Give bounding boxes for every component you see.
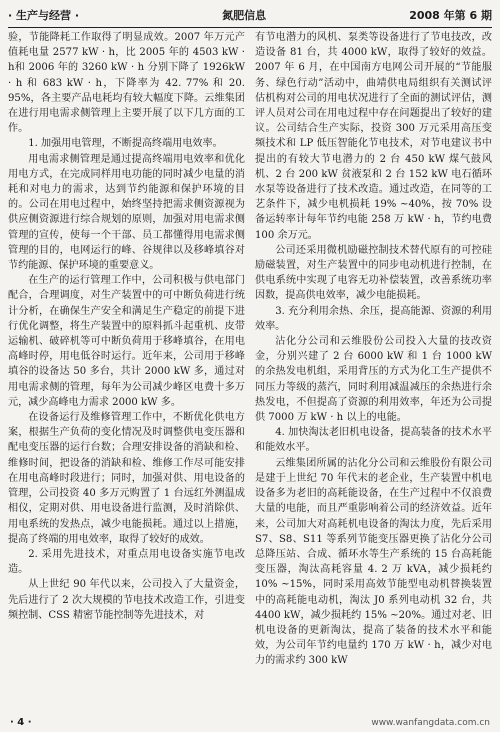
left-column — [8, 30, 245, 714]
paragraph: 验，节能降耗工作取得了明显成效。2007 年万元产值耗电量 2577 kW · h，比 2005 年的 4503 kW · h和 2006 年的 3260 kW · h 分别下降了 1926kW · h 和 683 kW · h，下降率为 42. 77% 和 20. 95%，各主要产品电耗均有较大幅度下降。云维集团在进行用电需求侧管理上主要开展了以下几方面的工作。 — [8, 32, 245, 135]
paragraph: 在设备运行及维修管理工作中，不断优化供电方案，根据生产负荷的变化情况及时调整供电变压器和配电变压器的运行台数；合理安排设备的消缺和检、维修时间，把设备的消缺和检、维修工作尽可能安排在用电高峰时段进行；同时，加强对供、用电设备的管理，公司投资 40 多万元购置了 1 台远红外测温成相仪，定期对供、用电设备进行监测，及时消除供、用电系统的发热点，减少电能损耗。通过以上措施，提高了终端的用电效率，取得了较好的成效。 — [8, 412, 245, 545]
journal-title: 氮肥信息 — [222, 9, 267, 22]
watermark: www.wanfangdata.com.cn — [371, 718, 490, 728]
paragraph: 有节电潜力的风机、泵类等设备进行了节电技改，改造设备 81 台，共 4000 kW，取得了较好的效益。2007 年 6 月，在中国南方电网公司开展的“节能服务、绿色行动”活动中，曲靖供电局组织有关测试评估机构对公司的用电状况进行了全面的测试评估，测评人员对公司在用电过程中存在问题提出了较好的建议。公司结合生产实际，投资 300 万元采用高压变频技术和 LP 低压智能化节电技术，对节电建议书中提出的有较大节电潜力的 2 台 450 kW 煤气鼓风机、2 台 200 kW 贫液泵和 2 台 152 kW 电石循环水泵等设备进行了技术改造。通过改造，在同等的工艺条件下，减少电机损耗 19% ~40%，按 70% 设备运转率计每年节约电能 258 万 kW · h，节约电费 100 余万元。 — [255, 32, 492, 241]
paragraph: 4. 加快淘汰老旧机电设备，提高装备的技术水平和能效水平。 — [255, 427, 492, 454]
issue-label: 2008 年第 6 期 — [409, 9, 492, 22]
paragraph: 沾化分公司和云维股份公司投入大量的技改资金，分别兴建了 2 台 6000 kW 和 1 台 1000 kW 的余热发电机组，采用背压的方式为化工生产提供不同压力等级的蒸汽，同时利用减温减压的余热进行余热发电，不但提高了资源的利用效率，年还为公司提供 7000 万 kW · h 以上的电能。 — [255, 336, 492, 424]
paragraph: 2. 采用先进技术，对重点用电设备实施节电改造。 — [8, 548, 245, 576]
paragraph: 公司还采用微机励磁控制技术替代原有的可控硅励磁装置，对生产装置中的同步电动机进行控制，在供电系统中实现了电容无功补偿装置，改善系统功率因数，提高供电效率，减少电能损耗。 — [255, 244, 492, 302]
paragraph: 云维集团所属的沾化分公司和云维股份有限公司是建于上世纪 70 年代末的老企业，生产装置中机电设备多为老旧的高耗能设备，在生产过程中不仅浪费大量的电能，而且严重影响着公司的经济效益。近年来，公司加大对高耗机电设备的淘汰力度，先后采用 S7、S8、S11 等系列节能变压器更换了沾化分公司总降压站、合成、循环水等生产系统的 15 台高耗能变压器，淘汰高耗容量 4. 2 万 kVA，减少损耗约 10% ~15%，同时采用高效节能型电动机替换装置中的高耗能电动机，淘汰 J0 系列电动机 32 台，共 4400 kW，减少损耗约 15% ~20%。通过对老、旧机电设备的更新淘汰，提高了装备的技术水平和能效，为公司年节约电量约 170 万 kW · h，减少对电力的需求约 300 kW — [255, 457, 492, 667]
paragraph: 3. 充分利用余热、余压，提高能源、资源的利用效率。 — [255, 305, 492, 332]
right-column — [255, 30, 492, 714]
paragraph: 从上世纪 90 年代以来，公司投入了大量资金，先后进行了 2 次大规模的节电技术改造工作，引进变频控制、CSS 精密节能控制等先进技术，对 — [8, 579, 245, 621]
paragraph: 在生产的运行管理工作中，公司积极与供电部门配合，合理调度，对生产装置中的可中断负荷进行统计分析，在确保生产安全和满足生产稳定的前提下进行优化调整，将生产装置中的原料抓斗起重机、皮带运输机、破碎机等可中断负荷用于移峰填谷，在用电高峰时停，用电低谷时运行。近年来，公司用于移峰填谷的设备达 50 多台，共计 2000 kW 多，通过对用电需求侧的管理，每年为公司减少峰区电费十多万元，减少高峰电力需求 2000 kW 多。 — [8, 275, 245, 408]
section-label: · 生产与经营 · — [8, 9, 80, 22]
paragraph: 用电需求侧管理是通过提高终端用电效率和优化用电方式，在完成同样用电功能的同时减少电量的消耗和对电力的需求，达到节约能源和保护环境的目的。公司在用电过程中，始终坚持把需求侧资源视为供应侧资源进行综合规划的原则，加强对用电需求侧管理的宣传，使每一个干部、员工都懂得用电需求侧管理的目的，电网运行的峰、谷规律以及移峰填谷对节约能源、保护环境的重要意义。 — [8, 153, 245, 272]
article-body — [8, 30, 492, 714]
paragraph: 1. 加强用电管理，不断提高终端用电效率。 — [28, 138, 223, 150]
page-number: · 4 · — [10, 717, 32, 728]
header-rule — [8, 27, 492, 28]
running-header — [8, 6, 492, 24]
